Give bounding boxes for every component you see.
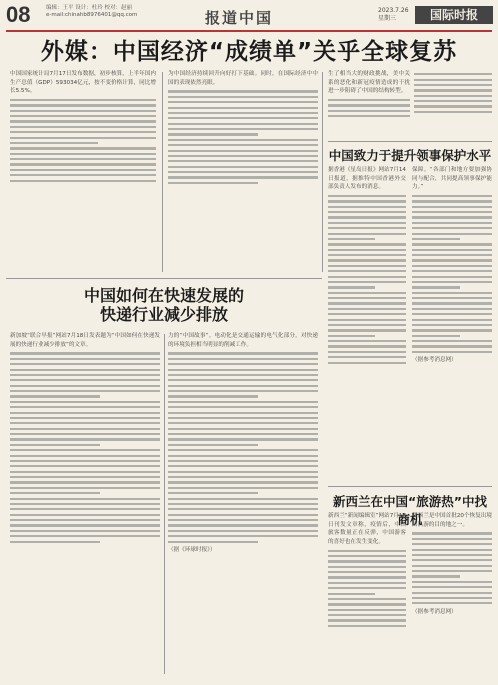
article-3-byline: （据参考消息网） bbox=[412, 357, 457, 364]
text-line bbox=[10, 433, 160, 435]
text-line bbox=[168, 460, 318, 462]
text-line bbox=[328, 351, 406, 353]
article-2-headline-line-1: 中国如何在快速发展的 bbox=[83, 286, 244, 305]
text-line bbox=[328, 609, 406, 611]
section-divider bbox=[328, 486, 492, 487]
column-divider bbox=[162, 72, 163, 272]
text-line bbox=[412, 597, 492, 599]
text-line bbox=[10, 530, 160, 532]
article-3-col-1 bbox=[328, 166, 406, 484]
text-line bbox=[168, 374, 318, 376]
text-line bbox=[412, 308, 492, 310]
text-line bbox=[10, 503, 160, 505]
text-line bbox=[10, 492, 100, 494]
text-line bbox=[10, 519, 160, 521]
text-line bbox=[412, 259, 492, 261]
text-line bbox=[328, 254, 406, 256]
text-line bbox=[168, 155, 318, 157]
section-divider bbox=[6, 278, 322, 279]
text-line bbox=[168, 390, 318, 392]
text-line bbox=[412, 233, 492, 235]
article-1-col-2-filler bbox=[168, 90, 318, 184]
text-line bbox=[328, 233, 406, 235]
article-1-col-1 bbox=[10, 70, 156, 274]
issue-date bbox=[378, 7, 409, 23]
article-4-col-1 bbox=[328, 512, 406, 677]
text-line bbox=[10, 115, 156, 117]
text-line bbox=[412, 292, 492, 294]
text-line bbox=[328, 302, 406, 304]
article-4-col-2 bbox=[412, 512, 492, 677]
article-1-col-4-filler bbox=[414, 73, 492, 113]
text-line bbox=[168, 176, 318, 178]
text-line bbox=[168, 171, 318, 173]
text-line bbox=[10, 428, 160, 430]
text-line bbox=[168, 492, 258, 494]
text-line bbox=[412, 575, 460, 577]
text-line bbox=[168, 90, 318, 92]
text-line bbox=[168, 406, 318, 408]
text-line bbox=[10, 158, 156, 160]
text-line bbox=[414, 73, 492, 75]
text-line bbox=[168, 166, 318, 168]
text-line bbox=[168, 444, 258, 446]
header-rule bbox=[6, 30, 492, 32]
text-line bbox=[168, 160, 318, 162]
text-line bbox=[168, 395, 258, 397]
text-line bbox=[414, 100, 492, 102]
text-line bbox=[328, 265, 406, 267]
article-4-col-2-filler bbox=[412, 532, 492, 604]
text-line bbox=[10, 374, 160, 376]
text-line bbox=[10, 110, 156, 112]
article-3-col-1-filler bbox=[328, 195, 406, 364]
text-line bbox=[328, 582, 406, 584]
text-line bbox=[412, 335, 460, 337]
text-line bbox=[328, 259, 406, 261]
article-2-byline: （据《环球时报》） bbox=[168, 546, 216, 553]
text-line bbox=[10, 174, 156, 176]
text-line bbox=[168, 150, 318, 152]
text-line bbox=[414, 95, 492, 97]
text-line bbox=[412, 238, 460, 240]
article-2-col-1 bbox=[10, 332, 160, 677]
text-line bbox=[414, 84, 492, 86]
text-line bbox=[412, 206, 492, 208]
text-line bbox=[412, 200, 492, 202]
text-line bbox=[10, 465, 160, 467]
text-line bbox=[328, 281, 406, 283]
article-4-col-2-text: 新西兰是中国首批20个恢复出境团队游的目的地之一。 bbox=[412, 513, 492, 528]
article-4-lead: 新西兰“新闻编辑室”网站7月18日刊发文章称，疫情后，中国旅客数量正在反弹，中国游客的喜好也在发生变化。 bbox=[328, 513, 406, 545]
column-divider bbox=[164, 334, 165, 674]
text-line bbox=[328, 286, 375, 288]
masthead-logo: 国际时报 bbox=[415, 6, 493, 24]
article-1-col-1-filler bbox=[10, 99, 156, 182]
text-line bbox=[168, 498, 318, 500]
text-line bbox=[328, 104, 410, 106]
text-line bbox=[412, 559, 492, 561]
text-line bbox=[328, 625, 406, 627]
text-line bbox=[10, 369, 160, 371]
text-line bbox=[168, 352, 318, 354]
text-line bbox=[328, 319, 406, 321]
text-line bbox=[412, 549, 492, 551]
text-line bbox=[412, 586, 492, 588]
text-line bbox=[328, 603, 406, 605]
text-line bbox=[168, 385, 318, 387]
text-line bbox=[10, 508, 160, 510]
text-line bbox=[10, 395, 100, 397]
text-line bbox=[10, 120, 156, 122]
text-line bbox=[168, 487, 318, 489]
text-line bbox=[168, 428, 318, 430]
text-line bbox=[328, 329, 406, 331]
text-line bbox=[168, 455, 318, 457]
text-line bbox=[10, 180, 156, 182]
text-line bbox=[328, 292, 406, 294]
article-1-col-3-text: 生了相当大的财政挑战，美中关系的恶化和新冠疫情造成的干扰进一步阻碍了中国的结构转型。 bbox=[328, 71, 410, 95]
text-line bbox=[412, 195, 492, 197]
text-line bbox=[168, 541, 258, 543]
page-number: 08 bbox=[6, 2, 31, 27]
text-line bbox=[412, 340, 492, 342]
text-line bbox=[328, 243, 406, 245]
text-line bbox=[168, 128, 318, 130]
text-line bbox=[328, 340, 406, 342]
text-line bbox=[10, 455, 160, 457]
text-line bbox=[168, 107, 318, 109]
text-line bbox=[10, 104, 156, 106]
text-line bbox=[168, 358, 318, 360]
text-line bbox=[10, 460, 160, 462]
text-line bbox=[168, 519, 318, 521]
text-line bbox=[328, 238, 375, 240]
text-line bbox=[328, 99, 410, 101]
text-line bbox=[168, 476, 318, 478]
text-line bbox=[328, 345, 406, 347]
text-line bbox=[10, 126, 156, 128]
article-4-col-1-filler bbox=[328, 550, 406, 627]
text-line bbox=[10, 358, 160, 360]
text-line bbox=[168, 524, 318, 526]
text-line bbox=[328, 550, 406, 552]
text-line bbox=[412, 592, 492, 594]
text-line bbox=[328, 619, 406, 621]
text-line bbox=[168, 123, 318, 125]
article-1-col-2-text: 为中国经济持续回升向好打下基础。同时，在国际经济中中国的表现依然亮眼。 bbox=[168, 71, 318, 86]
article-3-headline: 中国致力于提升领事保护水平 bbox=[328, 148, 492, 163]
text-line bbox=[412, 313, 492, 315]
text-line bbox=[168, 503, 318, 505]
text-line bbox=[328, 598, 406, 600]
editor-credits bbox=[46, 5, 137, 19]
text-line bbox=[10, 169, 156, 171]
text-line bbox=[168, 514, 318, 516]
text-line bbox=[10, 390, 160, 392]
article-2-col-2-text: 力的“中国故事”。电动化是交通运输的电气化部分，对快递的环境负担相当明显的削减工作。 bbox=[168, 333, 318, 348]
text-line bbox=[328, 206, 406, 208]
text-line bbox=[10, 131, 156, 133]
text-line bbox=[412, 554, 492, 556]
text-line bbox=[412, 538, 492, 540]
article-2-headline bbox=[6, 286, 322, 324]
text-line bbox=[328, 560, 406, 562]
text-line bbox=[168, 401, 318, 403]
text-line bbox=[168, 422, 318, 424]
section-title: 报道中国 bbox=[205, 9, 274, 27]
text-line bbox=[412, 297, 492, 299]
text-line bbox=[412, 581, 492, 583]
text-line bbox=[10, 401, 160, 403]
article-3-col-2-filler bbox=[412, 195, 492, 353]
issue-weekday: 星期三 bbox=[378, 15, 397, 22]
text-line bbox=[10, 385, 160, 387]
article-3-col-2-text: 保障。“各部门和地方要加强协同与配合，共同提高领事保护能力。” bbox=[412, 167, 492, 191]
text-line bbox=[412, 227, 492, 229]
text-line bbox=[168, 465, 318, 467]
text-line bbox=[10, 417, 160, 419]
text-line bbox=[168, 433, 318, 435]
text-line bbox=[412, 324, 492, 326]
text-line bbox=[328, 297, 406, 299]
text-line bbox=[10, 352, 160, 354]
text-line bbox=[328, 211, 406, 213]
text-line bbox=[10, 363, 160, 365]
text-line bbox=[168, 481, 318, 483]
text-line bbox=[328, 195, 406, 197]
text-line bbox=[412, 254, 492, 256]
article-2-col-2-filler bbox=[168, 352, 318, 542]
text-line bbox=[412, 222, 492, 224]
text-line bbox=[328, 576, 406, 578]
text-line bbox=[414, 79, 492, 81]
text-line bbox=[168, 117, 318, 119]
text-line bbox=[10, 406, 160, 408]
text-line bbox=[328, 362, 406, 364]
issue-date-value: 2023.7.26 bbox=[378, 7, 409, 14]
article-2-col-1-filler bbox=[10, 352, 160, 542]
text-line bbox=[168, 449, 318, 451]
text-line bbox=[10, 481, 160, 483]
text-line bbox=[328, 571, 406, 573]
text-line bbox=[412, 270, 492, 272]
text-line bbox=[168, 508, 318, 510]
text-line bbox=[10, 99, 156, 101]
text-line bbox=[10, 514, 160, 516]
text-line bbox=[412, 543, 492, 545]
text-line bbox=[414, 111, 492, 113]
text-line bbox=[328, 555, 406, 557]
text-line bbox=[412, 602, 492, 604]
article-1-col-4 bbox=[414, 70, 492, 140]
article-1-col-3-filler bbox=[328, 99, 410, 117]
text-line bbox=[168, 139, 318, 141]
text-line bbox=[168, 412, 318, 414]
text-line bbox=[328, 566, 406, 568]
text-line bbox=[412, 302, 492, 304]
text-line bbox=[10, 449, 160, 451]
text-line bbox=[328, 313, 406, 315]
text-line bbox=[412, 351, 492, 353]
text-line bbox=[328, 593, 375, 595]
text-line bbox=[328, 587, 406, 589]
text-line bbox=[328, 222, 406, 224]
text-line bbox=[10, 147, 156, 149]
article-2-headline-line-2: 快递行业减少排放 bbox=[99, 305, 228, 324]
text-line bbox=[328, 308, 406, 310]
editor-email[interactable]: e-mail:chinahb8976401@qq.com bbox=[46, 12, 138, 18]
text-line bbox=[10, 137, 156, 139]
text-line bbox=[10, 422, 160, 424]
text-line bbox=[168, 96, 318, 98]
text-line bbox=[10, 379, 160, 381]
text-line bbox=[328, 249, 406, 251]
text-line bbox=[412, 329, 492, 331]
article-4-headline: 新西兰在中国“旅游热”中找商机 bbox=[333, 494, 487, 527]
text-line bbox=[412, 570, 492, 572]
text-line bbox=[412, 286, 460, 288]
text-line bbox=[414, 89, 492, 91]
text-line bbox=[412, 276, 492, 278]
text-line bbox=[10, 471, 160, 473]
text-line bbox=[328, 270, 406, 272]
text-line bbox=[328, 356, 406, 358]
editor-names: 编辑：王平 设计：杜玲 校对：赵丽 bbox=[46, 5, 132, 11]
text-line bbox=[412, 265, 492, 267]
text-line bbox=[168, 133, 258, 135]
text-line bbox=[10, 142, 98, 144]
text-line bbox=[168, 363, 318, 365]
text-line bbox=[412, 532, 492, 534]
text-line bbox=[168, 101, 318, 103]
text-line bbox=[168, 369, 318, 371]
text-line bbox=[328, 276, 406, 278]
text-line bbox=[168, 535, 318, 537]
text-line bbox=[168, 530, 318, 532]
text-line bbox=[10, 498, 160, 500]
text-line bbox=[412, 319, 492, 321]
text-line bbox=[168, 438, 318, 440]
text-line bbox=[412, 243, 492, 245]
text-line bbox=[10, 524, 160, 526]
text-line bbox=[168, 417, 318, 419]
article-3-lead: 据香港《星岛日报》网站7月14日报道，据推特中国香港外交部负责人发布的消息。 bbox=[328, 167, 406, 191]
text-line bbox=[414, 105, 492, 107]
text-line bbox=[168, 379, 318, 381]
text-line bbox=[10, 153, 156, 155]
article-1-lead: 中国国家统计局7月17日发布数据，初步核算，上半年国内生产总值（GDP）593034亿元，按不变价格计算，同比增长5.5%。 bbox=[10, 71, 156, 95]
text-line bbox=[168, 182, 258, 184]
text-line bbox=[10, 476, 160, 478]
article-2-lead: 新加坡“联合早报”网站7月18日发表题为“中国如何在快递发展的快递行业减少排放”的文章。 bbox=[10, 333, 160, 348]
text-line bbox=[328, 614, 406, 616]
text-line bbox=[10, 444, 100, 446]
article-1-col-2 bbox=[168, 70, 318, 274]
article-3-col-2 bbox=[412, 166, 492, 484]
article-1-col-3 bbox=[328, 70, 410, 140]
text-line bbox=[10, 541, 100, 543]
text-line bbox=[10, 412, 160, 414]
text-line bbox=[328, 324, 406, 326]
text-line bbox=[168, 144, 318, 146]
text-line bbox=[168, 112, 318, 114]
text-line bbox=[168, 471, 318, 473]
text-line bbox=[412, 211, 492, 213]
column-divider bbox=[322, 72, 323, 272]
text-line bbox=[328, 227, 406, 229]
article-2-col-2 bbox=[168, 332, 318, 677]
text-line bbox=[328, 200, 406, 202]
text-line bbox=[10, 487, 160, 489]
article-4-byline: （据参考消息网） bbox=[412, 608, 457, 615]
text-line bbox=[412, 249, 492, 251]
text-line bbox=[412, 565, 492, 567]
text-line bbox=[328, 216, 406, 218]
text-line bbox=[412, 281, 492, 283]
section-divider bbox=[328, 141, 492, 142]
article-1-headline: 外媒：中国经济“成绩单”关乎全球复苏 bbox=[40, 39, 458, 65]
text-line bbox=[10, 438, 160, 440]
text-line bbox=[328, 115, 410, 117]
text-line bbox=[10, 535, 160, 537]
text-line bbox=[328, 335, 375, 337]
text-line bbox=[328, 110, 410, 112]
text-line bbox=[10, 163, 156, 165]
text-line bbox=[412, 216, 492, 218]
page-header bbox=[0, 0, 498, 30]
text-line bbox=[412, 345, 492, 347]
